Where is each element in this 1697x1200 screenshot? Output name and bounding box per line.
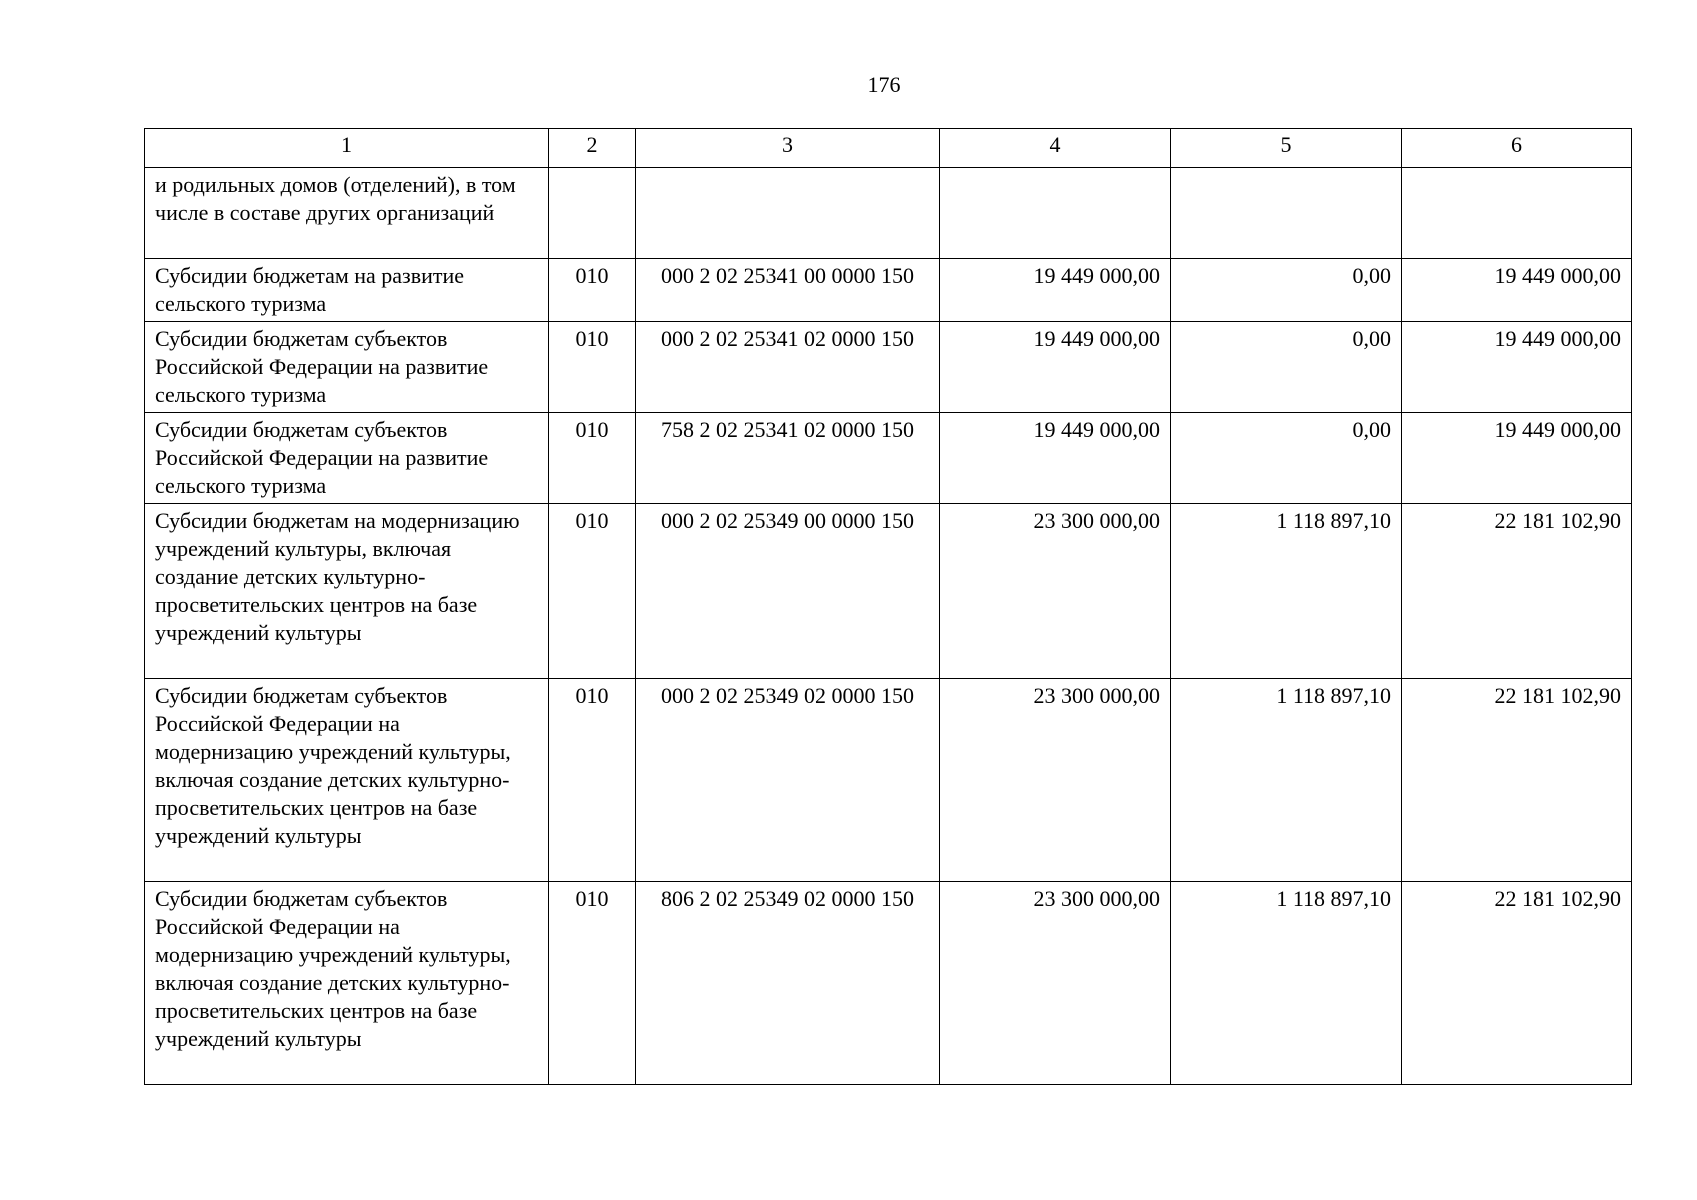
row-budget-code-cell: 758 2 02 25341 02 0000 150 <box>636 413 940 504</box>
column-header-1: 1 <box>145 129 549 168</box>
row-approved-cell <box>940 168 1171 259</box>
page-number: 176 <box>867 72 901 97</box>
table-header-row <box>145 129 1632 168</box>
row-remaining-cell: 19 449 000,00 <box>1402 322 1632 413</box>
row-name-cell: и родильных домов (отделений), в том числе в составе других организаций <box>145 168 549 259</box>
row-executed-cell: 0,00 <box>1171 259 1402 322</box>
row-remaining-cell <box>1402 168 1632 259</box>
column-header-4: 4 <box>940 129 1171 168</box>
table-row <box>145 882 1632 1085</box>
budget-table <box>144 128 1632 1085</box>
row-approved-cell: 19 449 000,00 <box>940 259 1171 322</box>
row-approved-cell: 23 300 000,00 <box>940 679 1171 882</box>
row-budget-code-cell: 806 2 02 25349 02 0000 150 <box>636 882 940 1085</box>
table-row <box>145 168 1632 259</box>
table-row <box>145 413 1632 504</box>
table-row <box>145 504 1632 679</box>
row-remaining-cell: 19 449 000,00 <box>1402 413 1632 504</box>
row-name-cell: Субсидии бюджетам субъектов Российской Федерации на развитие сельского туризма <box>145 322 549 413</box>
row-remaining-cell: 19 449 000,00 <box>1402 259 1632 322</box>
row-admin-code-cell: 010 <box>549 413 636 504</box>
table-row <box>145 259 1632 322</box>
row-budget-code-cell: 000 2 02 25341 02 0000 150 <box>636 322 940 413</box>
column-header-5: 5 <box>1171 129 1402 168</box>
row-name-cell: Субсидии бюджетам на модернизацию учреждений культуры, включая создание детских культурно-просветительских центров на базе учреждений культуры <box>145 504 549 679</box>
table-row <box>145 679 1632 882</box>
row-executed-cell: 1 118 897,10 <box>1171 504 1402 679</box>
row-admin-code-cell: 010 <box>549 504 636 679</box>
row-approved-cell: 19 449 000,00 <box>940 322 1171 413</box>
row-approved-cell: 23 300 000,00 <box>940 882 1171 1085</box>
column-header-2: 2 <box>549 129 636 168</box>
column-header-6: 6 <box>1402 129 1632 168</box>
row-executed-cell: 1 118 897,10 <box>1171 882 1402 1085</box>
row-admin-code-cell: 010 <box>549 882 636 1085</box>
row-budget-code-cell: 000 2 02 25349 00 0000 150 <box>636 504 940 679</box>
row-remaining-cell: 22 181 102,90 <box>1402 504 1632 679</box>
row-name-cell: Субсидии бюджетам субъектов Российской Федерации на модернизацию учреждений культуры, включая создание детских культурно-просветительских центров на базе учреждений культуры <box>145 679 549 882</box>
row-admin-code-cell <box>549 168 636 259</box>
row-remaining-cell: 22 181 102,90 <box>1402 679 1632 882</box>
row-executed-cell <box>1171 168 1402 259</box>
row-admin-code-cell: 010 <box>549 679 636 882</box>
row-approved-cell: 23 300 000,00 <box>940 504 1171 679</box>
row-budget-code-cell: 000 2 02 25349 02 0000 150 <box>636 679 940 882</box>
row-name-cell: Субсидии бюджетам на развитие сельского туризма <box>145 259 549 322</box>
row-name-cell: Субсидии бюджетам субъектов Российской Федерации на развитие сельского туризма <box>145 413 549 504</box>
row-executed-cell: 0,00 <box>1171 413 1402 504</box>
row-budget-code-cell <box>636 168 940 259</box>
row-executed-cell: 1 118 897,10 <box>1171 679 1402 882</box>
row-remaining-cell: 22 181 102,90 <box>1402 882 1632 1085</box>
row-executed-cell: 0,00 <box>1171 322 1402 413</box>
row-admin-code-cell: 010 <box>549 259 636 322</box>
row-admin-code-cell: 010 <box>549 322 636 413</box>
row-approved-cell: 19 449 000,00 <box>940 413 1171 504</box>
column-header-3: 3 <box>636 129 940 168</box>
row-budget-code-cell: 000 2 02 25341 00 0000 150 <box>636 259 940 322</box>
table-row <box>145 322 1632 413</box>
row-name-cell: Субсидии бюджетам субъектов Российской Федерации на модернизацию учреждений культуры, включая создание детских культурно-просветительских центров на базе учреждений культуры <box>145 882 549 1085</box>
